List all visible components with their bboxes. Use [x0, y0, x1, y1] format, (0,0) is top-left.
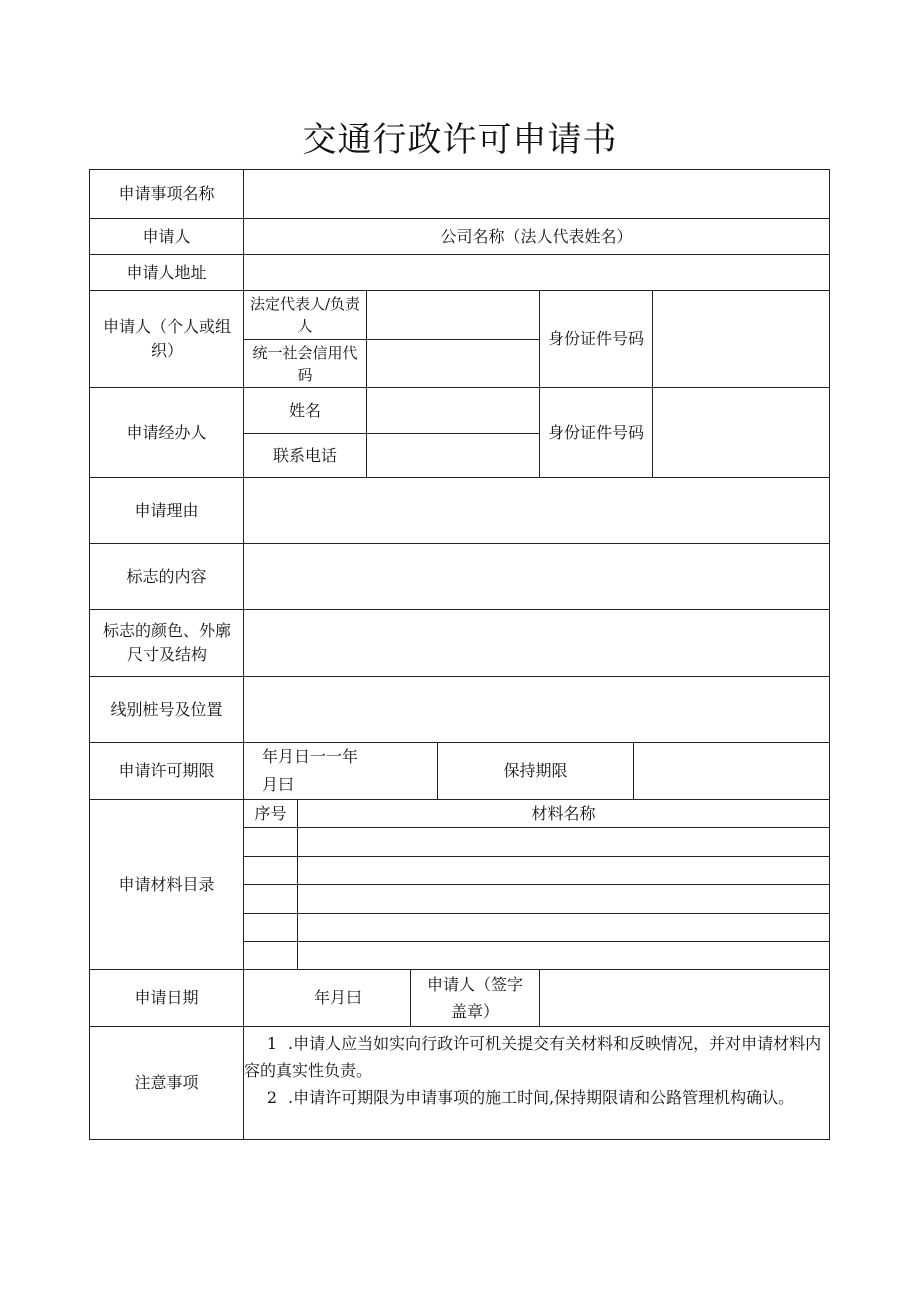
credit-code-label: 统一社会信用代码	[252, 343, 358, 384]
credit-code-field[interactable]	[367, 340, 539, 387]
note-text: .申请人应当如实向行政许可机关提交有关材料和反映情况，并对申请材料内容的真实性负责。	[244, 1034, 822, 1080]
handler-id-label: 身份证件号码	[547, 422, 644, 442]
page-title: 交通行政许可申请书	[302, 120, 618, 160]
address-label: 申请人地址	[126, 262, 207, 282]
item-name-label: 申请事项名称	[118, 184, 215, 203]
keep-period-label: 保持期限	[503, 761, 568, 780]
sign-content-label: 标志的内容	[126, 566, 207, 586]
id-number-field[interactable]	[653, 291, 829, 387]
signature-field[interactable]	[540, 970, 829, 1026]
material-name-header: 材料名称	[531, 803, 596, 823]
date-value[interactable]: 年月曰	[314, 988, 363, 1007]
table-border-bottom	[89, 1139, 830, 1140]
notes-content	[244, 1030, 824, 1111]
table-border-right	[829, 169, 830, 1140]
handler-label: 申请经办人	[126, 422, 207, 442]
legal-rep-field[interactable]	[367, 291, 539, 339]
signer-label: 申请人（签字盖章）	[426, 975, 523, 1021]
address-field[interactable]	[244, 255, 829, 290]
material-row[interactable]	[244, 885, 829, 913]
item-name-field[interactable]	[244, 170, 829, 218]
name-field[interactable]	[367, 388, 539, 433]
col-divider	[410, 969, 411, 1027]
date-label: 申请日期	[134, 988, 199, 1007]
materials-label: 申请材料目录	[118, 874, 215, 894]
sign-color-field[interactable]	[244, 610, 829, 676]
route-label: 线别桩号及位置	[110, 699, 223, 719]
id-number-label: 身份证件号码	[547, 329, 644, 348]
applicant-label: 申请人	[142, 226, 191, 246]
material-row[interactable]	[244, 857, 829, 884]
applicant-value[interactable]: 公司名称（法人代表姓名）	[440, 226, 633, 246]
note-number: 1	[266, 1034, 278, 1053]
period-label: 申请许可期限	[118, 761, 215, 780]
note-text: .申请许可期限为申请事项的施工时间,保持期限请和公路管理机构确认。	[288, 1088, 795, 1107]
handler-id-field[interactable]	[653, 388, 829, 477]
sign-content-field[interactable]	[244, 544, 829, 609]
applicant-type-label: 申请人（个人或组织）	[102, 317, 231, 360]
reason-label: 申请理由	[134, 500, 199, 520]
phone-label: 联系电话	[272, 445, 337, 465]
legal-rep-label: 法定代表人/负责人	[249, 295, 361, 335]
note-number: 2	[266, 1088, 278, 1107]
material-row[interactable]	[244, 942, 829, 969]
seq-header: 序号	[254, 803, 287, 823]
sign-color-label: 标志的颜色、外廓尺寸及结构	[102, 621, 231, 664]
period-value[interactable]: 年月日一一年月曰	[262, 747, 359, 794]
route-field[interactable]	[244, 677, 829, 742]
name-label: 姓名	[288, 400, 321, 420]
note-item	[244, 1084, 824, 1111]
material-row[interactable]	[244, 828, 829, 856]
reason-field[interactable]	[244, 478, 829, 543]
material-row[interactable]	[244, 914, 829, 941]
note-item	[244, 1030, 824, 1084]
phone-field[interactable]	[367, 434, 539, 477]
keep-period-field[interactable]	[634, 743, 829, 799]
notes-label: 注意事项	[134, 1073, 199, 1092]
